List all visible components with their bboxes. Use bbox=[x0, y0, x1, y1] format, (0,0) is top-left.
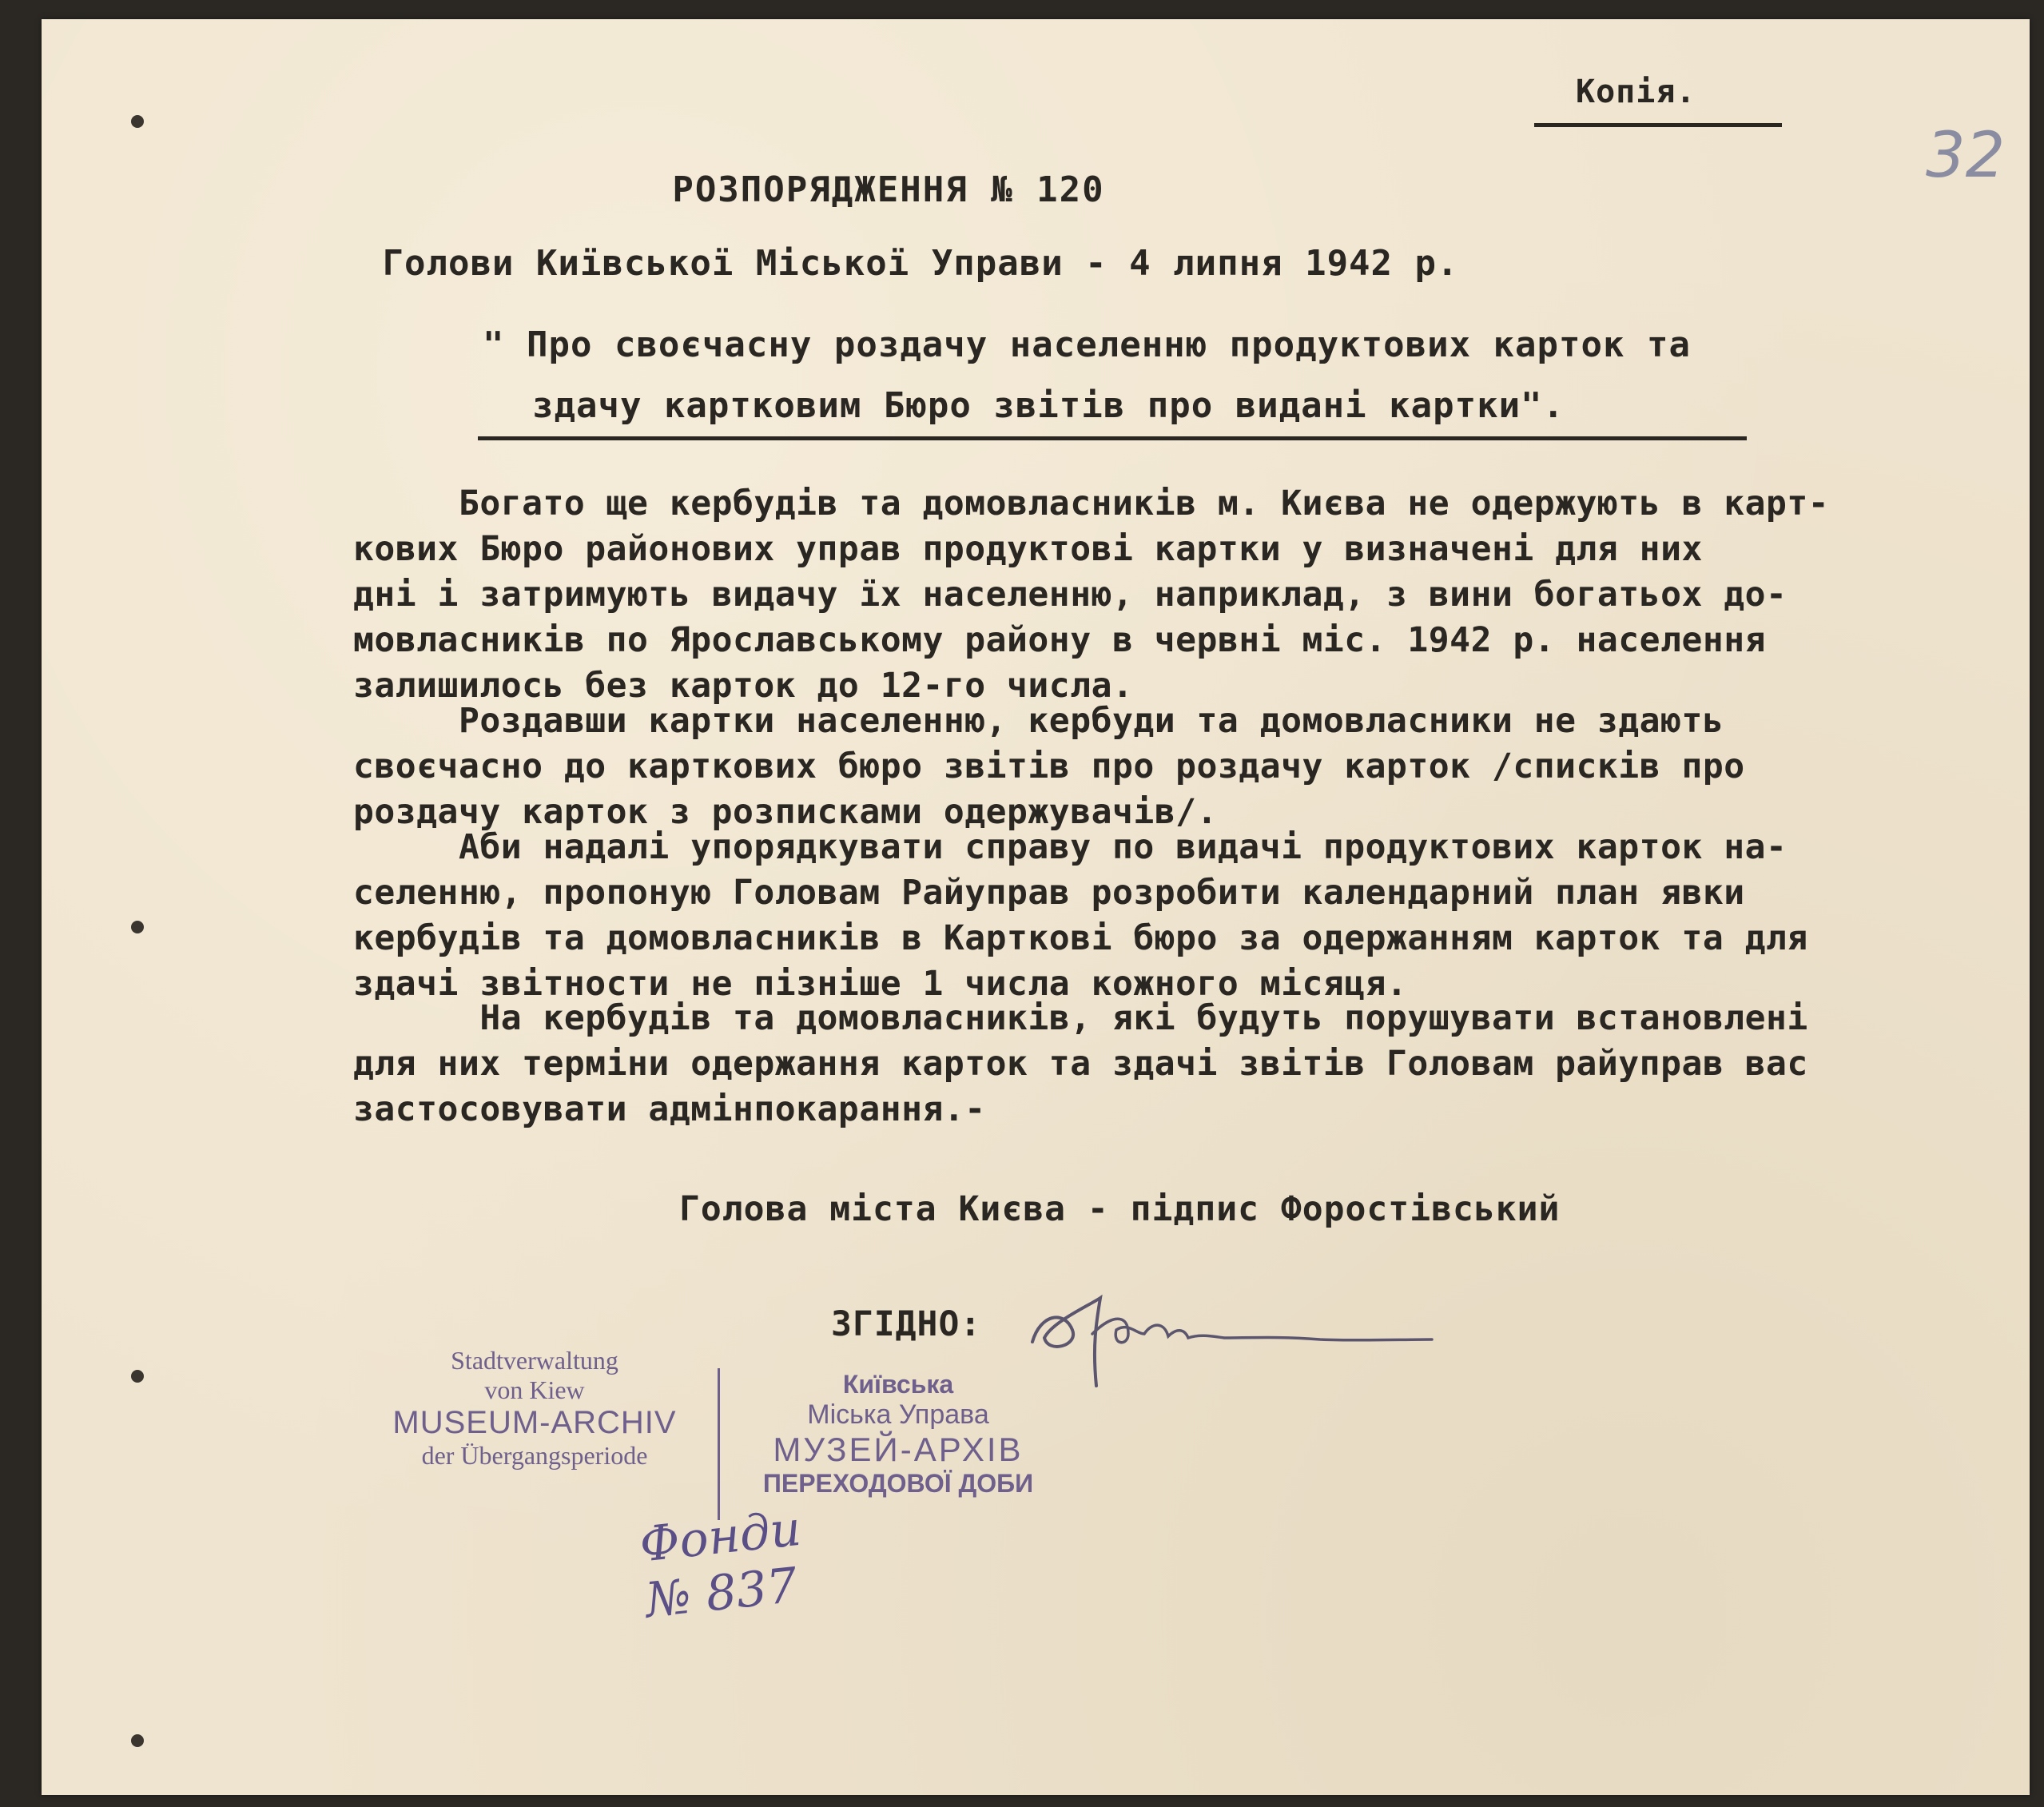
handwritten-signature bbox=[1016, 1266, 1448, 1410]
punch-hole bbox=[131, 1370, 144, 1383]
subject-underline bbox=[478, 436, 1747, 440]
document-sheet bbox=[42, 19, 2030, 1795]
archive-stamp-ukrainian bbox=[722, 1370, 1074, 1499]
paragraph-2: Роздавши картки населенню, кербуди та домовласники не здають своєчасно до карткових бюро звітів про роздачу карток /списків про роздачу карток з розписками одержувачів/. bbox=[353, 701, 1745, 832]
stamp-line: von Kiew bbox=[484, 1375, 585, 1404]
stamp-line: ПЕРЕХОДОВОЇ ДОБИ bbox=[762, 1469, 1034, 1498]
copy-mark-underline bbox=[1534, 123, 1782, 127]
punch-hole bbox=[131, 115, 144, 128]
stamp-divider bbox=[718, 1368, 720, 1520]
stamp-line: МУЗЕЙ-АРХІВ bbox=[773, 1431, 1024, 1468]
paragraph-4: На кербудів та домовласників, які будуть порушувати встановлені для них терміни одержання карток та здачі звітів Головам райуправ вас застосовувати адмінпокарання.- bbox=[353, 998, 1808, 1129]
document-subtitle: Голови Київської Міської Управи - 4 липня 1942 р. bbox=[382, 243, 1459, 284]
agreed-label: ЗГІДНО: bbox=[831, 1304, 982, 1344]
punch-hole bbox=[131, 921, 144, 933]
paragraph-3: Аби надалі упорядкувати справу по видачі продуктових карток на- селенню, пропоную Головам Райуправ розробити календарний план явки кербудів та домовласників в Карткові бюро за одержанням карток та для здачі звітности не пізніше 1 числа кожного місяця. bbox=[353, 827, 1808, 1004]
document-title: РОЗПОРЯДЖЕННЯ № 120 bbox=[672, 169, 1105, 210]
stamp-line: der Übergangsperiode bbox=[421, 1441, 648, 1470]
archive-page-number: 32 bbox=[1926, 120, 2006, 192]
stamp-line: MUSEUM-ARCHIV bbox=[392, 1405, 677, 1440]
stamp-line: Міська Управа bbox=[807, 1399, 989, 1430]
copy-mark: Копія. bbox=[1576, 74, 1696, 110]
punch-hole bbox=[131, 1734, 144, 1747]
stamp-line: Київська bbox=[842, 1370, 954, 1399]
stamp-line: Stadtverwaltung bbox=[451, 1346, 618, 1375]
fund-number: № 837 bbox=[642, 1557, 801, 1630]
signature-line: Голова міста Києва - підпис Форостівський bbox=[679, 1189, 1561, 1229]
subject-line-2: здачу картковим Бюро звітів про видані картки". bbox=[532, 385, 1565, 426]
fund-label: Фонди bbox=[637, 1500, 804, 1574]
archive-stamp-german bbox=[355, 1346, 714, 1471]
paragraph-1: Богато ще кербудів та домовласників м. Києва не одержують в карт- кових Бюро районових управ продуктові картки у визначені для них дні і затримують видачу їх населенню, наприклад, з вини богатьох до- мовласників по Ярославському району в червні міс. 1942 р. населення залишилось без карток до 12-го числа. bbox=[353, 484, 1830, 706]
subject-line-1: " Про своєчасну роздачу населенню продуктових карток та bbox=[483, 324, 1691, 365]
handwritten-fund-note bbox=[637, 1501, 809, 1629]
